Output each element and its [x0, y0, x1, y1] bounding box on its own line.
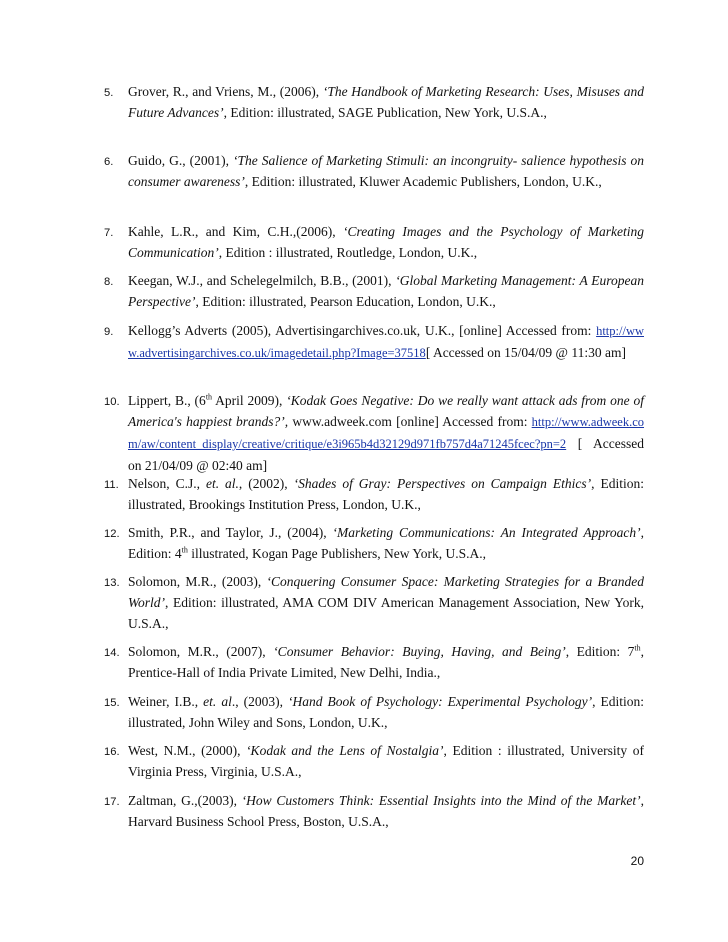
reference-number: 5.: [104, 87, 114, 99]
reference-item-14: [104, 641, 644, 683]
reference-text: Weiner, I.B., et. al., (2003), ‘Hand Book of Psychology: Experimental Psychology’, Edition: illustrated, John Wiley and Sons, London, U.K.,: [128, 694, 645, 730]
reference-number: 16.: [104, 746, 120, 758]
reference-text: West, N.M., (2000), ‘Kodak and the Lens of Nostalgia’, Edition : illustrated, University of Virginia Press, Virginia, U.S.A.,: [128, 743, 644, 779]
reference-text: Kahle, L.R., and Kim, C.H.,(2006), ‘Creating Images and the Psychology of Marketing Communication’, Edition : illustrated, Routledge, London, U.K.,: [128, 224, 644, 260]
reference-text: Nelson, C.J., et. al., (2002), ‘Shades of Gray: Perspectives on Campaign Ethics’, Edition: illustrated, Brookings Institution Press, London, U.K.,: [128, 476, 644, 512]
reference-text: Grover, R., and Vriens, M., (2006), ‘The Handbook of Marketing Research: Uses, Misuses and Future Advances’, Edition: illustrated, SAGE Publication, New York, U.S.A.,: [128, 84, 644, 120]
reference-item-17: [104, 790, 644, 832]
reference-item-15: [104, 691, 644, 733]
page-number: 20: [630, 854, 644, 868]
reference-number: 12.: [104, 528, 120, 540]
reference-item-9: [104, 320, 644, 364]
reference-number: 14.: [104, 647, 120, 659]
reference-text: Solomon, M.R., (2007), ‘Consumer Behavior: Buying, Having, and Being’, Edition: 7th, Prentice-Hall of India Private Limited, New Delhi, India.,: [128, 643, 644, 680]
reference-item-7: [104, 221, 644, 263]
reference-number: 15.: [104, 697, 120, 709]
reference-number: 11.: [104, 479, 119, 491]
reference-number: 8.: [104, 276, 114, 288]
reference-item-13: [104, 571, 644, 634]
reference-item-12: [104, 522, 644, 564]
reference-number: 7.: [104, 227, 114, 239]
reference-item-16: [104, 740, 644, 782]
reference-item-5: [104, 81, 644, 123]
reference-item-8: [104, 270, 644, 312]
reference-link[interactable]: http://www.advertisingarchives.co.uk/imagedetail.php?Image=37518: [128, 324, 644, 360]
reference-text: Kellogg’s Adverts (2005), Advertisingarchives.co.uk, U.K., [online] Accessed from: http://www.advertisingarchives.co.uk/imagedetail.php?Image=37518[ Accessed on 15/04/09 @ 11:30 am]: [128, 323, 644, 360]
reference-text: Lippert, B., (6th April 2009), ‘Kodak Goes Negative: Do we really want attack ads from one of America's happiest brands?’, www.adweek.com [online] Accessed from: http://www.adweek.com/aw/content_display/creative/critique/e3i965b4d32129d971fb757d4a71245fcec?pn=2 [ Accessed on 21/04/09 @ 02:40 am]: [128, 392, 645, 473]
reference-text: Keegan, W.J., and Schelegelmilch, B.B., (2001), ‘Global Marketing Management: A European Perspective’, Edition: illustrated, Pearson Education, London, U.K.,: [128, 273, 644, 309]
reference-number: 9.: [104, 326, 114, 338]
reference-number: 17.: [104, 796, 120, 808]
reference-item-11: [104, 473, 644, 515]
reference-text: Zaltman, G.,(2003), ‘How Customers Think: Essential Insights into the Mind of the Market’, Harvard Business School Press, Boston, U.S.A.,: [128, 793, 644, 829]
reference-text: Solomon, M.R., (2003), ‘Conquering Consumer Space: Marketing Strategies for a Branded World’, Edition: illustrated, AMA COM DIV American Management Association, New York, U.S.A.,: [128, 574, 645, 631]
reference-number: 10.: [104, 396, 120, 408]
reference-item-10: [104, 390, 644, 476]
reference-number: 6.: [104, 156, 114, 168]
reference-number: 13.: [104, 577, 120, 589]
reference-text: Guido, G., (2001), ‘The Salience of Marketing Stimuli: an incongruity- salience hypothesis on consumer awareness’, Edition: illustrated, Kluwer Academic Publishers, London, U.K.,: [128, 153, 644, 189]
reference-item-6: [104, 150, 644, 192]
reference-text: Smith, P.R., and Taylor, J., (2004), ‘Marketing Communications: An Integrated Approach’, Edition: 4th illustrated, Kogan Page Publishers, New York, U.S.A.,: [128, 525, 644, 561]
reference-link[interactable]: http://www.adweek.com/aw/content_display/creative/critique/e3i965b4d32129d971fb757d4a71245fcec?pn=2: [128, 415, 645, 451]
